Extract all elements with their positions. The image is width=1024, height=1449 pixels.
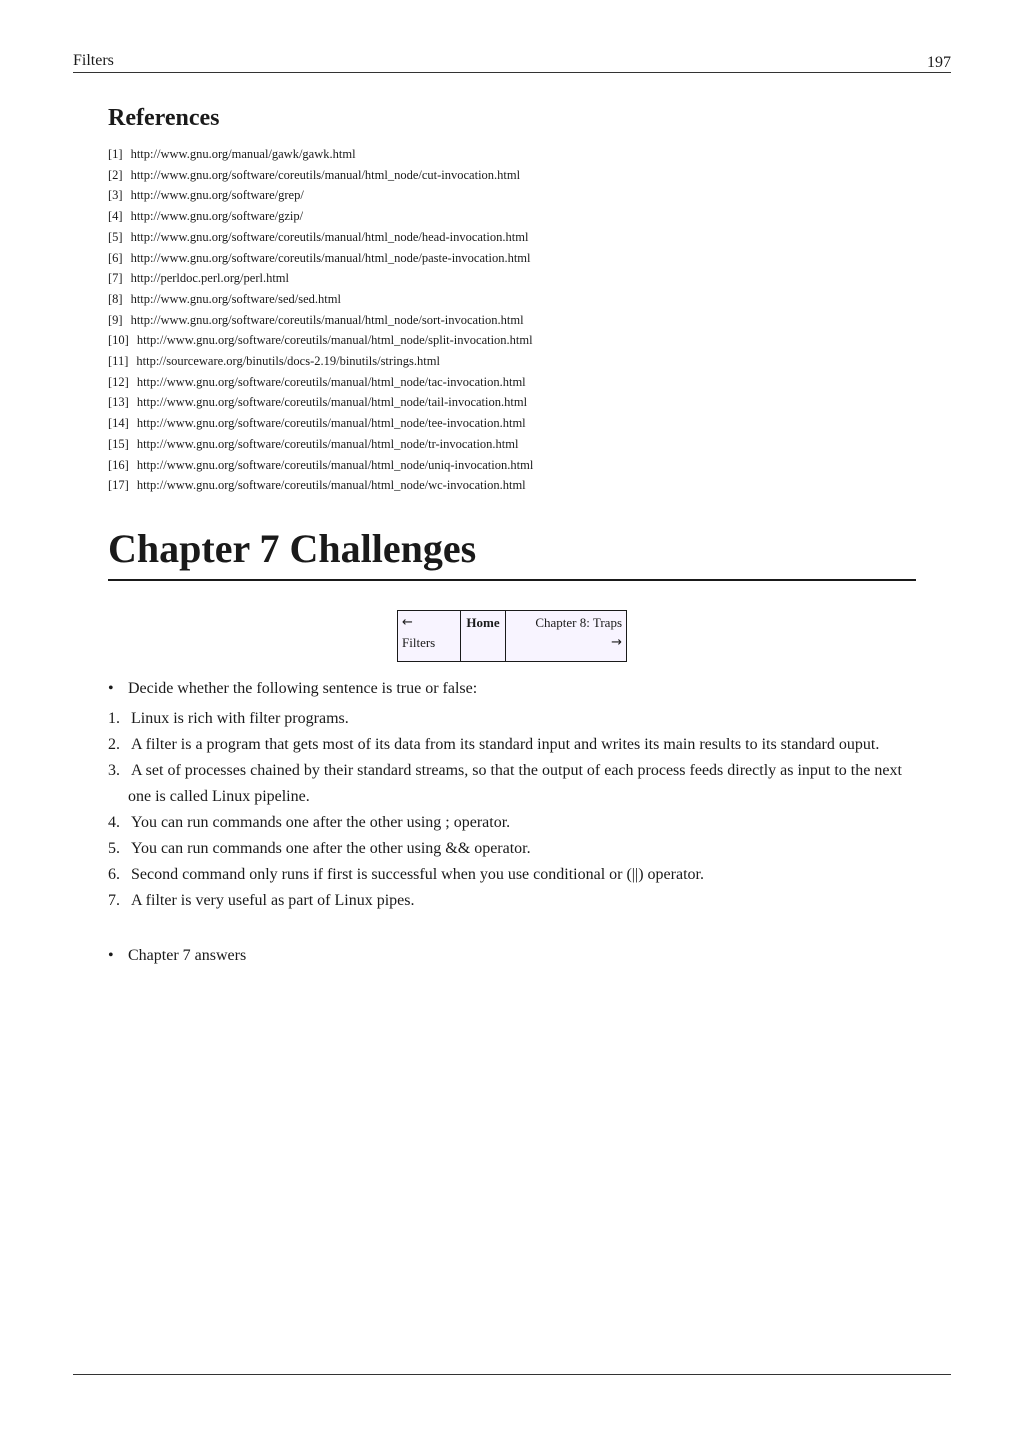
reference-link[interactable]: http://www.gnu.org/software/coreutils/manual/html_node/tee-invocation.html [136, 416, 526, 431]
running-header [73, 50, 951, 73]
header-page-number: 197 [927, 54, 951, 71]
intro-bullet-text: Decide whether the following sentence is true or false: [128, 680, 478, 697]
nav-next-label: Chapter 8: Traps [535, 615, 622, 630]
question-text: A filter is very useful as part of Linux pipes. [131, 892, 415, 909]
reference-number: [10] [108, 333, 129, 348]
reference-item [108, 392, 533, 413]
reference-number: [8] [108, 291, 123, 306]
reference-item [108, 372, 533, 393]
question-number: 3. [108, 762, 120, 779]
reference-number: [11] [108, 354, 129, 369]
reference-link[interactable]: http://www.gnu.org/manual/gawk/gawk.html [130, 147, 356, 161]
question-item [108, 732, 908, 758]
reference-item [108, 310, 533, 331]
reference-item [108, 455, 533, 476]
reference-number: [1] [108, 147, 123, 161]
reference-item [108, 185, 533, 206]
reference-item [108, 475, 533, 496]
reference-number: [2] [108, 167, 123, 182]
nav-home-cell [461, 611, 506, 662]
reference-item [108, 330, 533, 351]
question-text: You can run commands one after the other using && operator. [131, 840, 531, 857]
bullet-icon: • [108, 680, 114, 697]
reference-number: [3] [108, 188, 123, 203]
question-number: 2. [108, 736, 120, 753]
reference-number: [5] [108, 229, 123, 244]
question-item [108, 758, 908, 810]
reference-item [108, 248, 533, 269]
reference-link[interactable]: http://www.gnu.org/software/gzip/ [130, 209, 304, 224]
left-arrow-icon: ← [402, 615, 413, 630]
chapter-answers-link[interactable]: Chapter 7 answers [128, 947, 247, 964]
nav-prev-link[interactable] [398, 611, 461, 662]
reference-item [108, 165, 533, 186]
footer-divider [73, 1374, 951, 1375]
reference-number: [16] [108, 457, 129, 472]
nav-next-link[interactable] [506, 611, 627, 662]
question-item [108, 836, 908, 862]
reference-item [108, 413, 533, 434]
reference-link[interactable]: http://www.gnu.org/software/coreutils/manual/html_node/sort-invocation.html [130, 312, 524, 327]
reference-link[interactable]: http://www.gnu.org/software/coreutils/manual/html_node/head-invocation.html [130, 229, 529, 244]
header-section-title: Filters [73, 52, 114, 69]
reference-link[interactable]: http://sourceware.org/binutils/docs-2.19/binutils/strings.html [136, 354, 440, 369]
reference-link[interactable]: http://www.gnu.org/software/coreutils/manual/html_node/tac-invocation.html [136, 374, 526, 389]
bullet-icon: • [108, 947, 114, 964]
nav-prev-label: Filters [402, 635, 436, 650]
reference-number: [9] [108, 312, 123, 327]
reference-link[interactable]: http://www.gnu.org/software/coreutils/manual/html_node/split-invocation.html [136, 333, 533, 348]
reference-link[interactable]: http://www.gnu.org/software/coreutils/manual/html_node/uniq-invocation.html [136, 457, 534, 472]
reference-link[interactable]: http://www.gnu.org/software/coreutils/manual/html_node/paste-invocation.html [130, 250, 531, 265]
reference-link[interactable]: http://www.gnu.org/software/coreutils/manual/html_node/wc-invocation.html [136, 478, 526, 493]
question-text: You can run commands one after the other using ; operator. [131, 814, 511, 831]
question-text: A filter is a program that gets most of its data from its standard input and writes its main results to its standard ouput. [131, 736, 880, 753]
reference-item [108, 289, 533, 310]
reference-number: [6] [108, 250, 123, 265]
reference-number: [7] [108, 271, 123, 286]
question-number: 7. [108, 892, 120, 909]
reference-link[interactable]: http://www.gnu.org/software/sed/sed.html [130, 291, 341, 306]
reference-item [108, 351, 533, 372]
question-text: A set of processes chained by their standard streams, so that the output of each process feeds directly as input to the next one is called Linux pipeline. [128, 762, 902, 805]
reference-item [108, 227, 533, 248]
question-item [108, 810, 908, 836]
question-text: Linux is rich with filter programs. [131, 710, 349, 727]
question-item [108, 862, 908, 888]
references-list [108, 144, 533, 496]
question-number: 4. [108, 814, 120, 831]
chapter-title: Chapter 7 Challenges [108, 525, 916, 581]
reference-link[interactable]: http://www.gnu.org/software/coreutils/manual/html_node/cut-invocation.html [130, 167, 521, 182]
right-arrow-icon: → [611, 635, 622, 650]
question-item [108, 888, 908, 914]
reference-number: [15] [108, 436, 129, 451]
question-number: 6. [108, 866, 120, 883]
reference-number: [14] [108, 416, 129, 431]
reference-number: [13] [108, 395, 129, 410]
reference-item [108, 434, 533, 455]
reference-item [108, 268, 533, 289]
question-text: Second command only runs if first is successful when you use conditional or (||) operator. [131, 866, 704, 883]
reference-link[interactable]: http://www.gnu.org/software/coreutils/manual/html_node/tr-invocation.html [136, 436, 519, 451]
reference-item [108, 206, 533, 227]
question-number: 5. [108, 840, 120, 857]
question-item [108, 706, 908, 732]
reference-number: [4] [108, 209, 123, 224]
intro-bullet-item [108, 676, 477, 702]
references-heading: References [108, 105, 220, 131]
reference-link[interactable]: http://www.gnu.org/software/grep/ [130, 188, 304, 203]
reference-link[interactable]: http://www.gnu.org/software/coreutils/manual/html_node/tail-invocation.html [136, 395, 528, 410]
nav-home-link[interactable]: Home [466, 615, 500, 630]
question-list [108, 706, 908, 914]
reference-item [108, 144, 533, 165]
chapter-navigation [397, 610, 627, 662]
question-number: 1. [108, 710, 120, 727]
reference-number: [12] [108, 374, 129, 389]
reference-link[interactable]: http://perldoc.perl.org/perl.html [130, 271, 289, 286]
answers-bullet-item [108, 943, 246, 969]
reference-number: [17] [108, 478, 129, 493]
